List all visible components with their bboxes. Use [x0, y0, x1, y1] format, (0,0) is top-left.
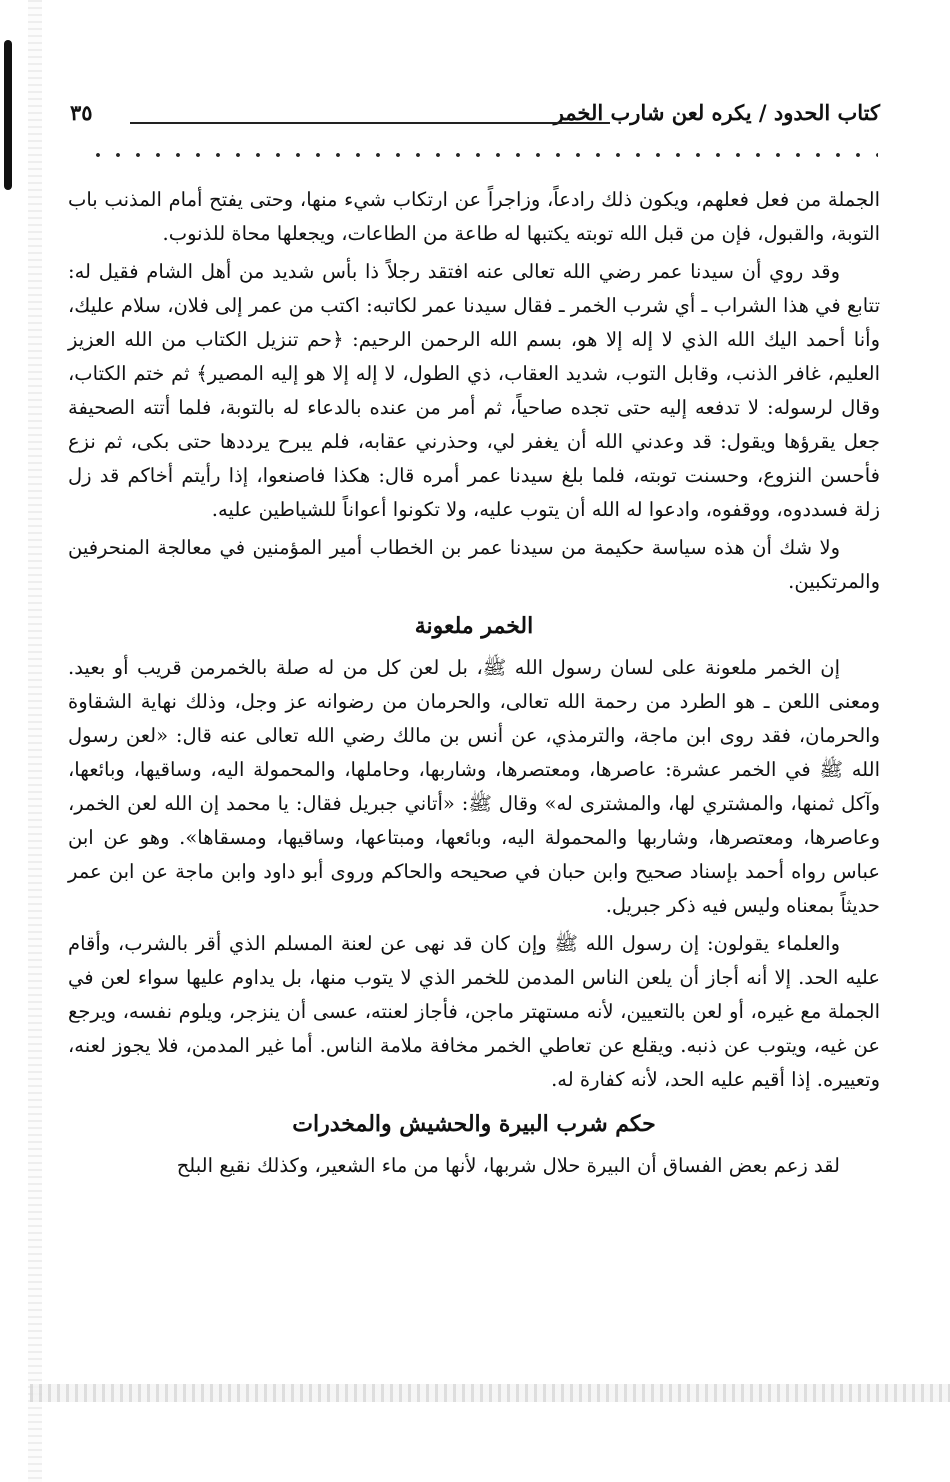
- section-heading: حكم شرب البيرة والحشيش والمخدرات: [292, 1111, 656, 1137]
- running-header: [70, 96, 880, 140]
- dotted-divider: [88, 148, 878, 162]
- page-number: ٣٥: [70, 100, 93, 125]
- page-body: [68, 183, 880, 1183]
- paragraph: وقد روي أن سيدنا عمر رضي الله تعالى عنه افتقد رجلاً ذا بأس شديد من أهل الشام فقيل له: تتابع في هذا الشراب ـ أي شرب الخمر ـ فقال سيدنا عمر لكاتبه: اكتب من عمر إلى فلان، سلام عليك، وأنا أحمد اليك الله الذي لا إله إلا هو، بسم الله الرحمن الرحيم: ﴿حم تنزيل الكتاب من الله العزيز العليم، غافر الذنب، وقابل التوب، شديد العقاب، ذي الطول، لا إله إلا هو إليه المصير﴾ ثم ختم الكتاب، وقال لرسوله: لا تدفعه إليه حتى تجده صاحياً، ثم أمر من عنده بالدعاء له بالتوبة، فلما أتته الصحيفة جعل يقرؤها ويقول: قد وعدني الله أن يغفر لي، وحذرني عقابه، فلم يبرح يرددها حتى بكى، ثم نزع فأحسن النزوع، وحسنت توبته، فلما بلغ سيدنا عمر أمره قال: هكذا فاصنعوا، إذا رأيتم أخاكم قد زل زلة فسددوه، ووقفوه، وادعوا له الله أن يتوب عليه، ولا تكونوا أعواناً للشياطين عليه.: [68, 260, 880, 521]
- scan-bottom-edge: [30, 1384, 950, 1402]
- paragraph: والعلماء يقولون: إن رسول الله ﷺ وإن كان قد نهى عن لعنة المسلم الذي أقر بالشرب، وأقام عليه الحد. إلا أنه أجاز أن يلعن الناس المدمن للخمر الذي لا يتوب منها، بل يداوم عليها سواء لعن في الجملة مع غيره، أو لعن بالتعيين، لأنه مستهتر ماجن، فأجاز لعنته، عسى أن ينزجر، ويلوم نفسه، ويرجع عن غيه، ويتوب عن ذنبه. ويقلع عن تعاطي الخمر مخافة ملامة الناس. أما غير المدمن، فلا يجوز لعنه، وتعييره. إذا أقيم عليه الحد، لأنه كفارة له.: [68, 932, 880, 1091]
- scan-edge: [28, 0, 42, 1482]
- paragraph: إن الخمر ملعونة على لسان رسول الله ﷺ، بل لعن كل من له صلة بالخمرمن قريب أو بعيد. ومعنى اللعن ـ هو الطرد من رحمة الله تعالى، والحرمان من رضوانه عز وجل، وذلك نهاية الشقاوة والحرمان، فقد روى ابن ماجة، والترمذي، عن أنس بن مالك رضي الله تعالى عنه قال: «لعن رسول الله ﷺ في الخمر عشرة: عاصرها، ومعتصرها، وشاربها، وحاملها، والمحمولة اليه، وساقيها، وبائعها، وآكل ثمنها، والمشتري لها، والمشترى له» وقال ﷺ: «أتاني جبريل فقال: يا محمد إن الله لعن الخمر، وعاصرها، ومعتصرها، وشاربها والمحمولة اليه، وبائعها، ومبتاعها، وساقيها، ومسقاها». وهو عن ابن عباس رواه أحمد بإسناد صحيح وابن حبان في صحيحه والحاكم وروى أبو داود وابن ماجة عن ابن عمر حديثاً بمعناه وليس فيه ذكر جبريل.: [68, 656, 880, 917]
- paragraph: ولا شك أن هذه سياسة حكيمة من سيدنا عمر بن الخطاب أمير المؤمنين في معالجة المنحرفين والمرتكبين.: [68, 536, 880, 593]
- paragraph: لقد زعم بعض الفساق أن البيرة حلال شربها، لأنها من ماء الشعير، وكذلك نقيع البلح: [176, 1154, 840, 1177]
- header-rule: [130, 122, 610, 124]
- binding-mark: [4, 40, 12, 190]
- header-title: كتاب الحدود / يكره لعن شارب الخمر: [553, 100, 880, 125]
- paragraph: الجملة من فعل فعلهم، ويكون ذلك رادعاً، وزاجراً عن ارتكاب شيء منها، وحتى يفتح أمام المذنب باب التوبة، والقبول، فإن من قبل الله توبته يكتبها له طاعة من الطاعات، ويجعلها محاة للذنوب.: [68, 188, 880, 245]
- section-heading: الخمر ملعونة: [414, 613, 534, 639]
